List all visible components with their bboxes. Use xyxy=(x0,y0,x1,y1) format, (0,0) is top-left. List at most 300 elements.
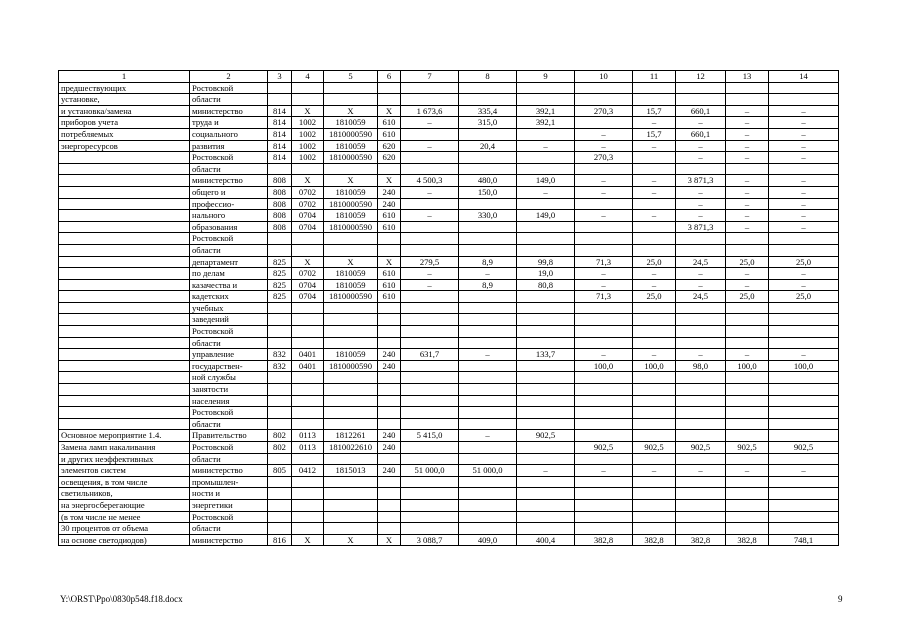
table-cell: 1810059 xyxy=(324,140,378,152)
table-cell xyxy=(292,488,324,500)
table-row xyxy=(59,418,839,430)
table-row xyxy=(59,476,839,488)
table-cell xyxy=(633,395,676,407)
table-cell xyxy=(726,523,769,535)
table-row xyxy=(59,465,839,477)
table-cell xyxy=(268,418,292,430)
table-cell xyxy=(324,163,378,175)
table-cell xyxy=(517,94,575,106)
table-cell: 240 xyxy=(378,349,401,361)
table-cell xyxy=(459,395,517,407)
table-cell: – xyxy=(769,128,839,140)
table-cell xyxy=(292,244,324,256)
table-row xyxy=(59,337,839,349)
table-cell: по делам xyxy=(190,268,268,280)
table-row xyxy=(59,256,839,268)
table-cell xyxy=(459,244,517,256)
table-cell: 0401 xyxy=(292,349,324,361)
table-cell xyxy=(268,233,292,245)
table-cell: 1810059 xyxy=(324,117,378,129)
table-cell: установке, xyxy=(59,94,190,106)
table-row xyxy=(59,372,839,384)
table-cell: 620 xyxy=(378,152,401,164)
table-cell xyxy=(268,499,292,511)
table-cell: 270,3 xyxy=(575,152,633,164)
table-cell xyxy=(726,395,769,407)
table-cell: 19,0 xyxy=(517,268,575,280)
table-cell: управление xyxy=(190,349,268,361)
table-cell xyxy=(575,326,633,338)
table-cell xyxy=(292,476,324,488)
table-cell xyxy=(769,337,839,349)
table-cell xyxy=(769,326,839,338)
table-cell: 30 процентов от объема xyxy=(59,523,190,535)
table-cell xyxy=(268,453,292,465)
column-header: 8 xyxy=(459,71,517,83)
table-row xyxy=(59,268,839,280)
table-cell xyxy=(459,337,517,349)
table-cell xyxy=(726,337,769,349)
table-cell xyxy=(726,244,769,256)
table-cell xyxy=(517,163,575,175)
table-cell: приборов учета xyxy=(59,117,190,129)
table-cell: 0412 xyxy=(292,465,324,477)
table-cell: 25,0 xyxy=(769,256,839,268)
table-cell xyxy=(292,372,324,384)
table-row xyxy=(59,407,839,419)
table-cell xyxy=(59,418,190,430)
table-cell: – xyxy=(575,349,633,361)
table-cell xyxy=(401,302,459,314)
table-row xyxy=(59,534,839,546)
table-cell: 808 xyxy=(268,221,292,233)
table-cell: 1002 xyxy=(292,117,324,129)
table-cell: 100,0 xyxy=(726,360,769,372)
table-cell: – xyxy=(676,465,726,477)
table-cell: – xyxy=(676,349,726,361)
table-cell xyxy=(769,372,839,384)
table-cell: и установка/замена xyxy=(59,105,190,117)
table-cell: министерство xyxy=(190,175,268,187)
table-cell xyxy=(633,163,676,175)
table-cell xyxy=(575,244,633,256)
table-cell xyxy=(517,384,575,396)
table-cell xyxy=(292,82,324,94)
table-cell xyxy=(459,128,517,140)
table-cell: – xyxy=(769,175,839,187)
table-cell: 1810059 xyxy=(324,279,378,291)
table-cell xyxy=(517,198,575,210)
table-cell: – xyxy=(517,186,575,198)
table-cell xyxy=(59,314,190,326)
table-cell xyxy=(59,186,190,198)
table-cell: 382,8 xyxy=(676,534,726,546)
table-cell: 805 xyxy=(268,465,292,477)
table-cell xyxy=(268,314,292,326)
table-cell: – xyxy=(726,186,769,198)
table-cell xyxy=(575,407,633,419)
table-cell xyxy=(459,442,517,454)
table-cell xyxy=(268,372,292,384)
table-cell xyxy=(268,476,292,488)
table-cell: учебных xyxy=(190,302,268,314)
column-header: 7 xyxy=(401,71,459,83)
table-cell xyxy=(676,163,726,175)
table-cell: (в том числе не менее xyxy=(59,511,190,523)
table-row xyxy=(59,511,839,523)
table-cell: 24,5 xyxy=(676,256,726,268)
table-cell xyxy=(517,314,575,326)
table-cell: 814 xyxy=(268,128,292,140)
table-cell xyxy=(575,337,633,349)
table-cell: населения xyxy=(190,395,268,407)
table-cell: 51 000,0 xyxy=(401,465,459,477)
table-cell xyxy=(517,476,575,488)
table-cell xyxy=(517,221,575,233)
table-cell: – xyxy=(459,268,517,280)
table-cell xyxy=(268,395,292,407)
table-cell: министерство xyxy=(190,534,268,546)
table-cell xyxy=(378,163,401,175)
table-row xyxy=(59,395,839,407)
table-cell: – xyxy=(769,152,839,164)
table-cell xyxy=(59,349,190,361)
table-cell xyxy=(676,314,726,326)
table-cell: 99,8 xyxy=(517,256,575,268)
table-cell xyxy=(517,233,575,245)
table-cell xyxy=(676,372,726,384)
table-cell xyxy=(401,395,459,407)
table-cell xyxy=(517,511,575,523)
table-cell xyxy=(59,326,190,338)
table-cell xyxy=(59,337,190,349)
table-cell xyxy=(378,453,401,465)
table-cell xyxy=(459,291,517,303)
table-cell: 610 xyxy=(378,210,401,222)
table-cell xyxy=(633,337,676,349)
table-cell xyxy=(575,430,633,442)
table-cell xyxy=(633,94,676,106)
table-cell: X xyxy=(292,175,324,187)
table-cell: Ростовской xyxy=(190,442,268,454)
table-cell xyxy=(633,221,676,233)
table-cell xyxy=(459,511,517,523)
table-cell xyxy=(459,384,517,396)
table-cell: предшествующих xyxy=(59,82,190,94)
table-cell xyxy=(292,407,324,419)
table-cell xyxy=(268,326,292,338)
table-cell: Ростовской xyxy=(190,82,268,94)
table-cell xyxy=(292,499,324,511)
table-cell: энергоресурсов xyxy=(59,140,190,152)
table-cell xyxy=(769,430,839,442)
table-cell xyxy=(401,314,459,326)
table-cell: 0113 xyxy=(292,442,324,454)
table-cell xyxy=(378,314,401,326)
table-cell: – xyxy=(726,210,769,222)
table-cell: – xyxy=(633,186,676,198)
table-cell xyxy=(59,360,190,372)
table-cell: 71,3 xyxy=(575,256,633,268)
table-cell: 8,9 xyxy=(459,279,517,291)
table-cell: занятости xyxy=(190,384,268,396)
table-cell xyxy=(633,152,676,164)
table-cell xyxy=(459,94,517,106)
table-cell xyxy=(59,302,190,314)
table-cell: 631,7 xyxy=(401,349,459,361)
table-cell xyxy=(292,511,324,523)
table-cell xyxy=(459,523,517,535)
table-cell xyxy=(769,244,839,256)
table-cell xyxy=(324,395,378,407)
table-cell: 15,7 xyxy=(633,105,676,117)
table-cell: Ростовской xyxy=(190,233,268,245)
table-cell: 71,3 xyxy=(575,291,633,303)
table-cell xyxy=(676,82,726,94)
table-cell xyxy=(633,453,676,465)
table-cell: казачества и xyxy=(190,279,268,291)
table-cell: – xyxy=(575,140,633,152)
table-cell: – xyxy=(633,140,676,152)
table-cell xyxy=(517,337,575,349)
table-cell xyxy=(575,314,633,326)
table-cell: – xyxy=(575,128,633,140)
table-cell: – xyxy=(726,279,769,291)
table-cell xyxy=(401,499,459,511)
table-cell xyxy=(324,326,378,338)
table-cell: 610 xyxy=(378,221,401,233)
table-cell: 1810000590 xyxy=(324,128,378,140)
table-cell xyxy=(378,476,401,488)
table-row xyxy=(59,453,839,465)
table-cell xyxy=(59,244,190,256)
table-cell xyxy=(459,499,517,511)
table-row xyxy=(59,175,839,187)
table-cell xyxy=(59,291,190,303)
table-cell: – xyxy=(633,210,676,222)
table-cell xyxy=(59,175,190,187)
table-cell: 240 xyxy=(378,430,401,442)
table-cell xyxy=(769,314,839,326)
table-cell: – xyxy=(676,279,726,291)
table-cell xyxy=(769,302,839,314)
table-cell xyxy=(676,384,726,396)
table-cell xyxy=(676,476,726,488)
table-cell xyxy=(517,442,575,454)
table-cell xyxy=(769,523,839,535)
table-cell xyxy=(633,476,676,488)
table-row xyxy=(59,349,839,361)
table-cell xyxy=(633,244,676,256)
table-cell: 1810059 xyxy=(324,268,378,280)
table-cell: Ростовской xyxy=(190,152,268,164)
table-cell: – xyxy=(633,349,676,361)
table-cell: на энергосберегающие xyxy=(59,499,190,511)
table-cell: – xyxy=(401,279,459,291)
table-cell: 816 xyxy=(268,534,292,546)
table-cell xyxy=(324,372,378,384)
table-cell xyxy=(517,244,575,256)
table-cell: профессио- xyxy=(190,198,268,210)
table-cell xyxy=(676,511,726,523)
table-cell xyxy=(59,163,190,175)
column-header: 1 xyxy=(59,71,190,83)
table-cell: – xyxy=(676,268,726,280)
table-cell xyxy=(292,233,324,245)
table-cell xyxy=(401,291,459,303)
table-cell xyxy=(268,82,292,94)
table-cell xyxy=(268,337,292,349)
column-header: 13 xyxy=(726,71,769,83)
table-cell: – xyxy=(769,268,839,280)
table-cell: 335,4 xyxy=(459,105,517,117)
table-cell xyxy=(575,511,633,523)
table-cell xyxy=(676,326,726,338)
table-cell xyxy=(401,407,459,419)
table-cell xyxy=(459,418,517,430)
table-cell xyxy=(517,326,575,338)
table-cell: и других неэффективных xyxy=(59,453,190,465)
table-cell xyxy=(378,511,401,523)
table-cell: – xyxy=(726,465,769,477)
table-cell: – xyxy=(459,430,517,442)
table-cell: X xyxy=(324,175,378,187)
table-cell: 382,8 xyxy=(726,534,769,546)
table-cell: департамент xyxy=(190,256,268,268)
table-cell: X xyxy=(292,256,324,268)
table-cell xyxy=(676,407,726,419)
table-cell xyxy=(59,233,190,245)
table-cell: – xyxy=(676,117,726,129)
table-cell xyxy=(324,453,378,465)
table-cell xyxy=(292,418,324,430)
table-cell xyxy=(401,198,459,210)
table-cell xyxy=(59,221,190,233)
table-cell: 4 500,3 xyxy=(401,175,459,187)
table-cell xyxy=(378,337,401,349)
table-cell xyxy=(292,337,324,349)
table-cell xyxy=(726,82,769,94)
table-cell xyxy=(676,523,726,535)
table-cell xyxy=(517,360,575,372)
table-cell: 100,0 xyxy=(769,360,839,372)
table-cell xyxy=(324,488,378,500)
table-cell xyxy=(378,499,401,511)
table-cell xyxy=(324,476,378,488)
table-cell xyxy=(633,430,676,442)
table-cell: X xyxy=(378,175,401,187)
table-cell xyxy=(676,499,726,511)
table-cell xyxy=(324,302,378,314)
table-cell xyxy=(59,384,190,396)
table-cell xyxy=(517,453,575,465)
table-cell xyxy=(633,233,676,245)
column-header: 3 xyxy=(268,71,292,83)
table-cell: – xyxy=(676,186,726,198)
table-cell: 902,5 xyxy=(726,442,769,454)
table-cell xyxy=(769,163,839,175)
table-cell xyxy=(676,244,726,256)
table-cell xyxy=(633,384,676,396)
table-cell: – xyxy=(676,198,726,210)
table-cell: 832 xyxy=(268,360,292,372)
table-cell xyxy=(769,82,839,94)
table-cell xyxy=(378,233,401,245)
table-cell: Ростовской xyxy=(190,511,268,523)
table-cell xyxy=(378,82,401,94)
table-cell xyxy=(575,418,633,430)
table-cell xyxy=(676,430,726,442)
table-cell: – xyxy=(575,268,633,280)
table-cell: 100,0 xyxy=(575,360,633,372)
table-cell: – xyxy=(769,105,839,117)
table-cell xyxy=(268,94,292,106)
table-cell xyxy=(769,453,839,465)
table-cell: – xyxy=(769,221,839,233)
table-cell xyxy=(292,384,324,396)
table-cell xyxy=(59,152,190,164)
table-cell xyxy=(292,453,324,465)
table-cell: 100,0 xyxy=(633,360,676,372)
table-cell xyxy=(459,198,517,210)
table-cell xyxy=(292,395,324,407)
table-cell xyxy=(459,372,517,384)
table-cell: 902,5 xyxy=(633,442,676,454)
table-cell xyxy=(324,407,378,419)
table-cell: X xyxy=(292,105,324,117)
table-cell xyxy=(575,453,633,465)
table-cell xyxy=(378,523,401,535)
table-cell: X xyxy=(324,534,378,546)
table-cell xyxy=(633,326,676,338)
table-cell xyxy=(378,488,401,500)
table-cell xyxy=(726,326,769,338)
table-cell xyxy=(769,418,839,430)
table-cell xyxy=(459,314,517,326)
table-cell xyxy=(517,523,575,535)
table-cell: 392,1 xyxy=(517,105,575,117)
table-row xyxy=(59,430,839,442)
table-cell xyxy=(575,94,633,106)
table-cell xyxy=(676,337,726,349)
column-header: 9 xyxy=(517,71,575,83)
table-cell xyxy=(459,360,517,372)
table-cell xyxy=(517,291,575,303)
table-cell: 51 000,0 xyxy=(459,465,517,477)
table-cell: Ростовской xyxy=(190,326,268,338)
table-cell xyxy=(459,326,517,338)
table-cell xyxy=(517,128,575,140)
table-cell: Замена ламп накаливания xyxy=(59,442,190,454)
table-row xyxy=(59,279,839,291)
table-cell: 902,5 xyxy=(517,430,575,442)
table-cell xyxy=(676,418,726,430)
table-cell xyxy=(633,302,676,314)
table-cell: области xyxy=(190,523,268,535)
table-cell: области xyxy=(190,94,268,106)
table-cell: – xyxy=(726,175,769,187)
table-cell: X xyxy=(378,105,401,117)
table-cell: 808 xyxy=(268,210,292,222)
table-cell xyxy=(676,302,726,314)
table-cell: 80,8 xyxy=(517,279,575,291)
table-cell xyxy=(292,523,324,535)
table-cell: развития xyxy=(190,140,268,152)
table-cell xyxy=(633,511,676,523)
table-row xyxy=(59,244,839,256)
table-cell: 15,7 xyxy=(633,128,676,140)
table-cell: области xyxy=(190,337,268,349)
